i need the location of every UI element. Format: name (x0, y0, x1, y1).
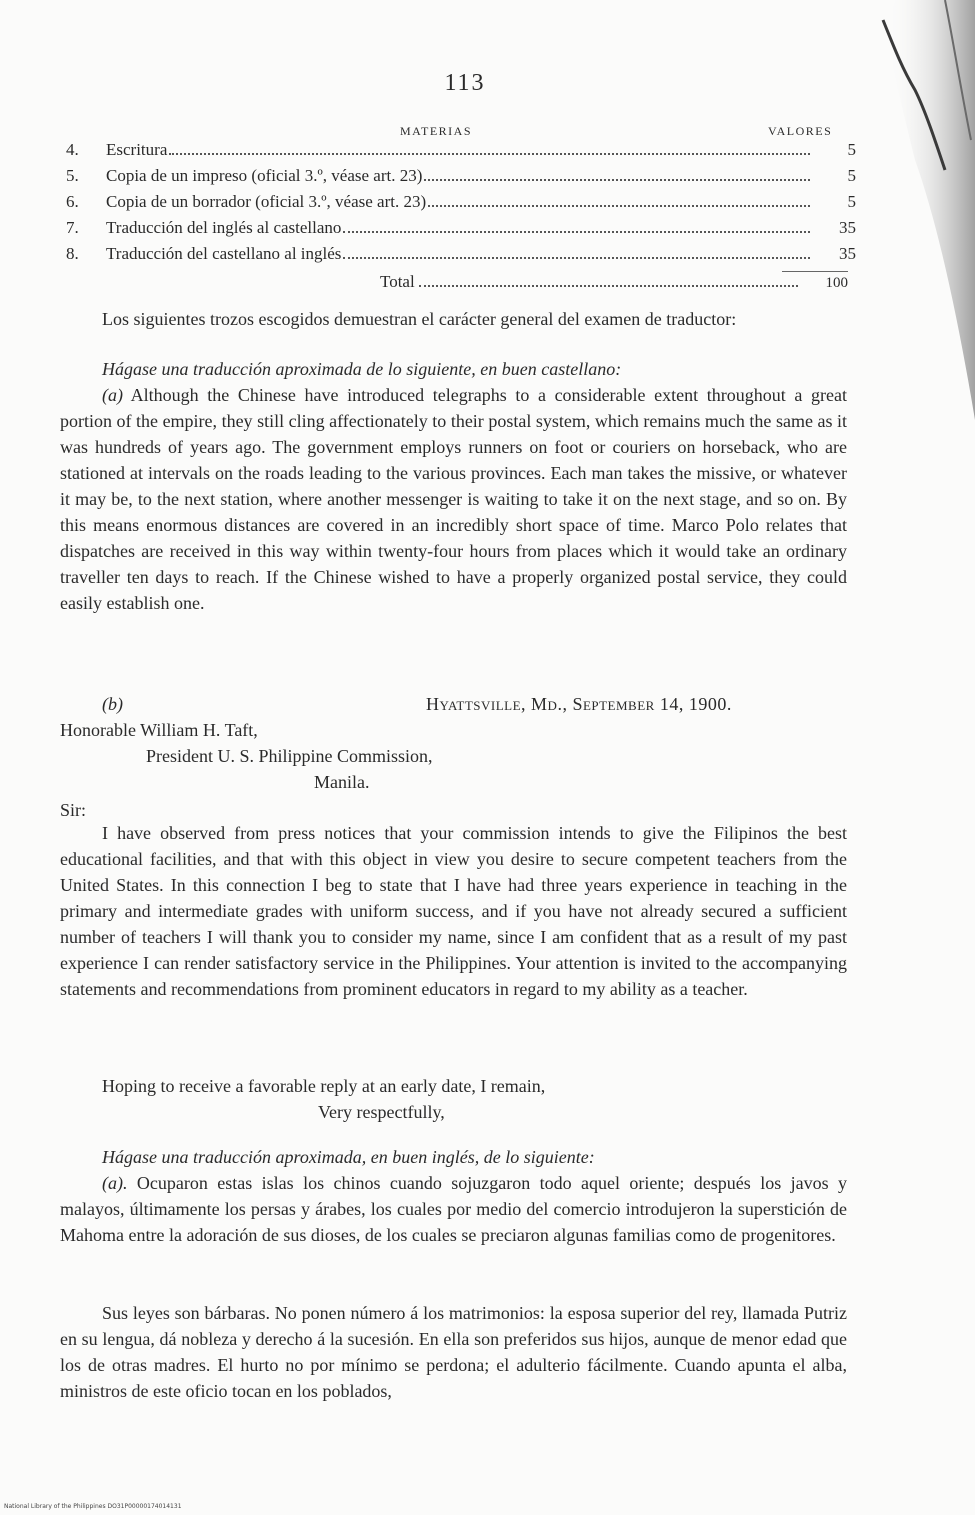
row-number: 7. (66, 218, 79, 237)
row-number: 4. (66, 140, 79, 159)
leader-dots (343, 245, 810, 259)
table-row (66, 218, 856, 242)
row-number: 6. (66, 192, 79, 211)
letter-signoff: Very respectfully, (318, 1102, 445, 1122)
table-row (66, 166, 856, 190)
section-heading-1: Hágase una traducción aproximada de lo siguiente, en buen castellano: (102, 359, 622, 379)
row-label: Traducción del castellano al inglés (106, 244, 342, 263)
passage-c-text: Ocuparon estas islas los chinos cuando sojuzgaron todo aquel oriente; después los javos y malayos, últimamente los persas y árabes, los cuales por medio del comercio introdujeron la superstición de Mahoma entre la adoración de sus dioses, de los cuales se preciaron algunas familias como de progenitores. (60, 1173, 847, 1245)
row-value: 5 (847, 192, 856, 211)
row-number: 5. (66, 166, 79, 185)
passage-a (60, 382, 847, 616)
row-value: 5 (847, 140, 856, 159)
letter-city: Manila. (314, 772, 370, 792)
passage-a-marker: (a) (102, 385, 123, 405)
table-row (66, 192, 856, 216)
table-row (66, 140, 856, 164)
row-label: Copia de un impreso (oficial 3.º, véase art. 23) (106, 166, 423, 185)
total-value: 100 (825, 275, 848, 291)
letter-addressee-title: President U. S. Philippine Commission, (146, 746, 433, 766)
letter-addressee: Honorable William H. Taft, (60, 720, 258, 740)
section-heading-2: Hágase una traducción aproximada, en buen inglés, de lo siguiente: (102, 1147, 595, 1167)
passage-c (60, 1170, 847, 1248)
column-header-valores: VALORES (768, 124, 833, 138)
intro-paragraph: Los siguientes trozos escogidos demuestran el carácter general del examen de traductor: (102, 309, 737, 329)
total-row (380, 272, 848, 296)
letter-dateline: Hyattsville, Md., September 14, 1900. (426, 694, 732, 714)
leader-dots (343, 219, 810, 233)
leader-dots (169, 141, 810, 155)
column-header-materias: MATERIAS (400, 124, 473, 138)
total-label: Total (380, 272, 415, 291)
passage-c-marker: (a). (102, 1173, 128, 1193)
row-value: 5 (847, 166, 856, 185)
table-row (66, 244, 856, 268)
row-value: 35 (839, 244, 856, 263)
page-number: 113 (444, 70, 486, 96)
row-value: 35 (839, 218, 856, 237)
passage-d: Sus leyes son bárbaras. No ponen número á los matrimonios: la esposa superior del rey, llamada Putriz en su lengua, dá nobleza y derecho á la sucesión. En ella son preferidos sus hijos, aunque de menor edad que los de otras madres. El hurto no por mínimo se perdona; el adulterio fácilmente. Cuando apunta el alba, ministros de este oficio tocan en los poblados, (60, 1303, 847, 1401)
leader-dots (428, 193, 810, 207)
row-label: Copia de un borrador (oficial 3.º, véase art. 23) (106, 192, 427, 211)
row-label: Traducción del inglés al castellano (106, 218, 342, 237)
leader-dots (419, 273, 798, 287)
library-footer: National Library of the Philippines DO31P00000174014131 (4, 1503, 182, 1510)
letter-closing: Hoping to receive a favorable reply at an early date, I remain, (102, 1076, 546, 1096)
letter-marker: (b) (102, 694, 123, 714)
leader-dots (424, 167, 810, 181)
passage-a-text: Although the Chinese have introduced telegraphs to a considerable extent throughout a great portion of the empire, they still cling affectionately to their postal system, which remains much the same as it was hundreds of years ago. The government employs runners on foot or couriers on horseback, who are stationed at intervals on the roads leading to the various provinces. Each man takes the missive, or whatever it may be, to the next station, where another messenger is waiting to take it on the next stage, and so on. By this means enormous distances are covered in an incredibly short space of time. Marco Polo relates that dispatches are received in this way within twenty-four hours from places which it would take an ordinary traveller ten days to reach. If the Chinese wished to have a properly organized postal service, they could easily establish one. (60, 385, 847, 613)
row-number: 8. (66, 244, 79, 263)
row-label: Escritura (106, 140, 168, 159)
letter-body: I have observed from press notices that your commission intends to give the Filipinos the best educational facilities, and that with this object in view you desire to secure competent teachers from the United States. In this connection I beg to state that I have had three years experience in teaching in the primary and intermediate grades with uniform success, and if you have not already secured a sufficient number of teachers I will thank you to consider my name, since I am confident that as a result of my past experience I can render satisfactory service in the Philippines. Your attention is invited to the accompanying statements and recommendations from prominent educators in regard to my ability as a teacher. (60, 823, 847, 999)
letter-salutation: Sir: (60, 800, 87, 820)
